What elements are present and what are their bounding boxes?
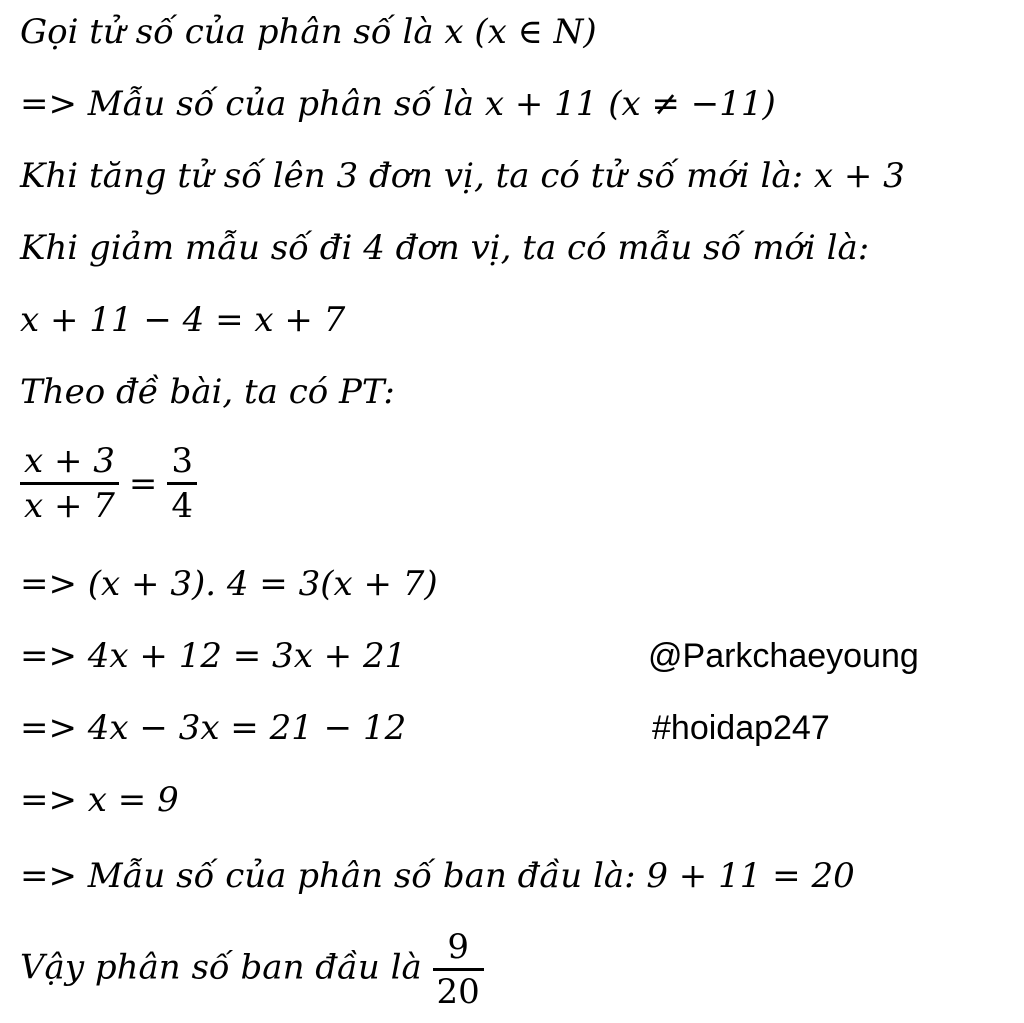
equals-sign: = xyxy=(128,463,158,504)
final-numerator: 9 xyxy=(447,927,469,967)
left-fraction xyxy=(20,440,119,527)
left-numerator: x + 3 xyxy=(24,441,115,481)
right-numerator: 3 xyxy=(171,441,194,481)
left-denominator: x + 7 xyxy=(20,482,119,527)
line-10: => 4x − 3x = 21 − 12 xyxy=(20,708,407,748)
line-3: Khi tăng tử số lên 3 đơn vị, ta có tử số mới là: x + 3 xyxy=(20,156,905,196)
line-6: Theo đề bài, ta có PT: xyxy=(20,372,395,412)
line-1: Gọi tử số của phân số là x (x ∈ N) xyxy=(20,12,597,52)
final-fraction xyxy=(433,926,484,1013)
final-answer-prefix: Vậy phân số ban đầu là xyxy=(20,947,433,988)
right-fraction xyxy=(167,440,197,527)
line-4: Khi giảm mẫu số đi 4 đơn vị, ta có mẫu số mới là: xyxy=(20,228,870,268)
right-denominator: 4 xyxy=(167,482,197,527)
final-denominator: 20 xyxy=(433,968,484,1013)
final-answer xyxy=(20,926,484,1013)
line-12: => Mẫu số của phân số ban đầu là: 9 + 11 = 20 xyxy=(20,856,855,896)
author-watermark: @Parkchaeyoung xyxy=(648,637,919,675)
line-9: => 4x + 12 = 3x + 21 xyxy=(20,636,407,676)
line-8: => (x + 3). 4 = 3(x + 7) xyxy=(20,564,438,604)
line-11: => x = 9 xyxy=(20,780,179,820)
line-2: => Mẫu số của phân số là x + 11 (x ≠ −11) xyxy=(20,84,776,124)
line-5: x + 11 − 4 = x + 7 xyxy=(20,300,346,340)
equation-fraction xyxy=(20,440,197,527)
hashtag-watermark: #hoidap247 xyxy=(652,709,830,747)
